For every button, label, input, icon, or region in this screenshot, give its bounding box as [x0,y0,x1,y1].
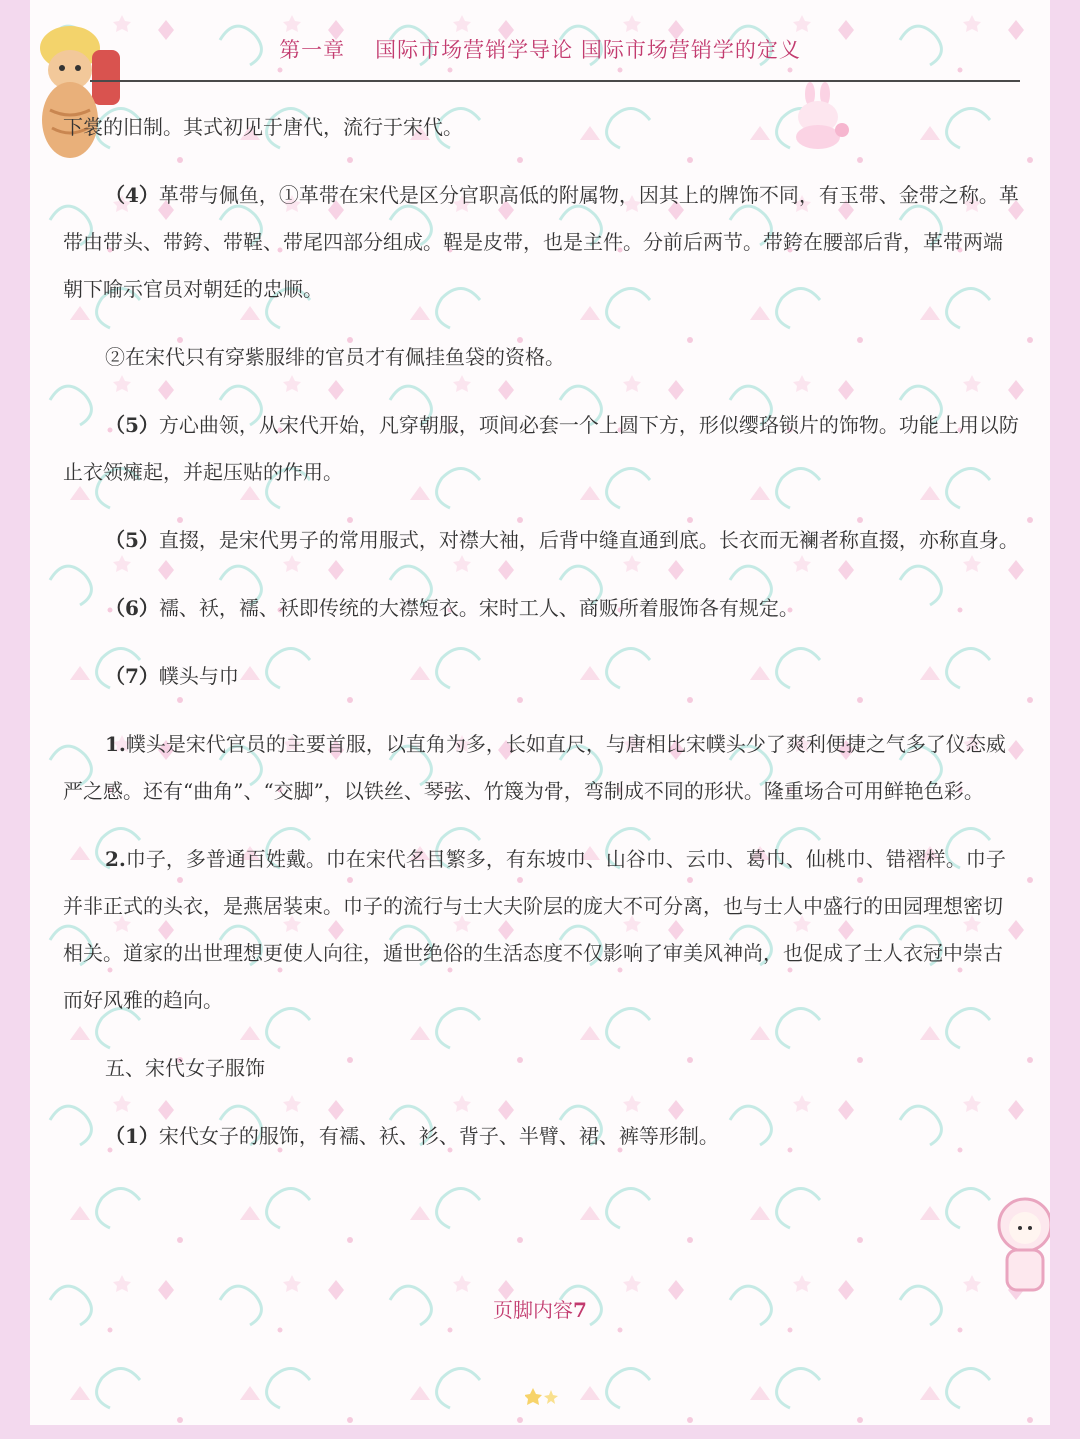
paragraph-text: 巾子，多普通百姓戴。巾在宋代名目繁多，有东坡巾、山谷巾、云巾、葛巾、仙桃巾、错褶样。巾子并非正式的头衣，是燕居装束。巾子的流行与士大夫阶层的庞大不可分离，也与士人中盛行的田园理想密切相关。道家的出世理想更使人向往，遁世绝俗的生活态度不仅影响了审美风神尚，也促成了士人衣冠中崇古而好风雅的趋向。 [63,847,1006,1012]
paragraph-text: 革带与佩鱼，①革带在宋代是区分官职高低的附属物，因其上的牌饰不同，有玉带、金带之称。革带由带头、带銙、带鞓、带尾四部分组成。鞓是皮带，也是主件。分前后两节。带銙在腰部后背，革带两端朝下喻示官员对朝廷的忠顺。 [63,183,1019,301]
astronaut-sticker-icon [995,1190,1050,1300]
paragraph [63,836,1021,1024]
header-title: 国际市场营销学导论 国际市场营销学的定义 [375,38,801,62]
document-page [30,0,1050,1425]
paragraph [63,104,1021,151]
paragraph-text: 五、宋代女子服饰 [105,1056,265,1080]
stars-decoration-icon [525,1384,565,1408]
header-chapter: 第一章 [279,38,346,62]
paragraph-number: （5） [105,528,159,552]
paragraph [63,402,1021,496]
paragraph [63,517,1021,564]
paragraph-number: （4） [105,183,159,207]
paragraph [63,334,1021,381]
paragraph [63,721,1021,815]
paragraph-text: 下裳的旧制。其式初见于唐代，流行于宋代。 [63,115,463,139]
paragraph-text: 幞头是宋代官员的主要首服，以直角为多，长如直尺，与唐相比宋幞头少了爽利便捷之气多了仪态威严之感。还有“曲角”、“交脚”，以铁丝、琴弦、竹篾为骨，弯制成不同的形状。隆重场合可用鲜艳色彩。 [63,732,1006,803]
paragraph-number: 1. [105,732,126,756]
paragraph-number: 2. [105,847,126,871]
page-footer [30,1294,1050,1323]
paragraph [63,1113,1021,1160]
paragraph [63,585,1021,632]
paragraph-number: （5） [105,413,159,437]
paragraph [63,653,1021,700]
paragraph-text: 宋代女子的服饰，有襦、袄、衫、背子、半臂、裙、裤等形制。 [158,1124,719,1148]
page-header [30,34,1050,64]
page-number: 7 [573,1298,587,1322]
footer-label: 页脚内容 [493,1298,574,1322]
paragraph-number: （6） [105,596,159,620]
paragraph-text: 襦、袄，襦、袄即传统的大襟短衣。宋时工人、商贩所着服饰各有规定。 [158,596,799,620]
paragraph-text: 方心曲领，从宋代开始，凡穿朝服，项间必套一个上圆下方，形似缨珞锁片的饰物。功能上用以防止衣领瘫起，并起压贴的作用。 [63,413,1019,484]
section-heading [63,1045,1021,1092]
paragraph-text: 直掇，是宋代男子的常用服式，对襟大袖，后背中缝直通到底。长衣而无襕者称直掇，亦称直身。 [158,528,1019,552]
header-divider [90,80,1020,82]
document-body [63,104,1021,1160]
paragraph-text: 幞头与巾 [158,664,239,688]
paragraph [63,172,1021,313]
paragraph-text: ②在宋代只有穿紫服绯的官员才有佩挂鱼袋的资格。 [105,345,565,369]
paragraph-number: （1） [105,1124,159,1148]
paragraph-number: （7） [105,664,159,688]
